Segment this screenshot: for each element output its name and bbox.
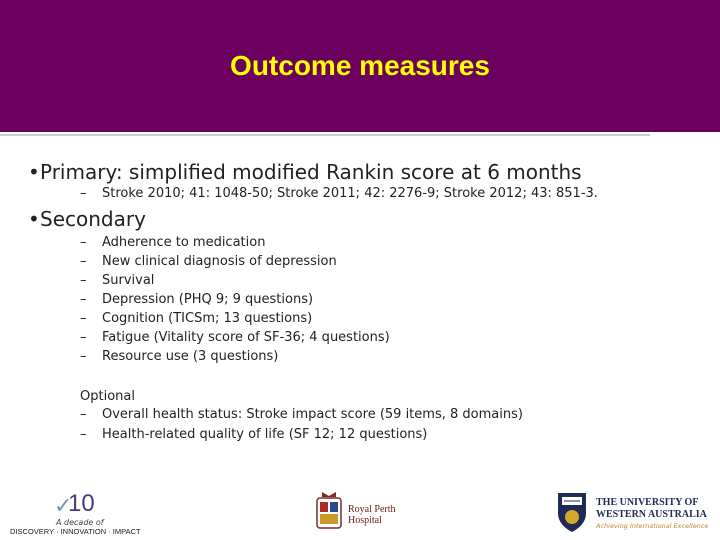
optional-item bbox=[80, 427, 427, 442]
dash-marker: – bbox=[80, 311, 87, 326]
secondary-item-text: Fatigue (Vitality score of SF-36; 4 questions) bbox=[102, 330, 390, 345]
optional-heading: Optional bbox=[80, 389, 135, 404]
footer-logos bbox=[0, 485, 720, 540]
hospital-name-line2: Hospital bbox=[348, 515, 382, 526]
dash-marker: – bbox=[80, 427, 87, 442]
secondary-item-text: Survival bbox=[102, 273, 155, 288]
primary-sub-item bbox=[80, 186, 598, 201]
secondary-item bbox=[80, 292, 313, 307]
royal-perth-hospital-logo bbox=[314, 488, 424, 538]
title-divider bbox=[0, 134, 650, 136]
secondary-item-text: Depression (PHQ 9; 9 questions) bbox=[102, 292, 314, 307]
secondary-item-text: Cognition (TICSm; 13 questions) bbox=[102, 311, 313, 326]
bullet-marker: • bbox=[28, 207, 40, 231]
dash-marker: – bbox=[80, 330, 87, 345]
hospital-name-line1: Royal Perth bbox=[348, 504, 396, 515]
secondary-item bbox=[80, 235, 265, 250]
checkmark-icon: ✓ bbox=[54, 494, 73, 519]
secondary-item-text: New clinical diagnosis of depression bbox=[102, 254, 337, 269]
dash-marker: – bbox=[80, 292, 87, 307]
primary-bullet bbox=[0, 160, 582, 184]
slide-title: Outcome measures bbox=[230, 50, 490, 81]
primary-text: Primary: simplified modified Rankin score at 6 months bbox=[40, 160, 582, 184]
dash-marker: – bbox=[80, 349, 87, 364]
secondary-item bbox=[80, 349, 278, 364]
decade-number: 10 bbox=[68, 490, 95, 517]
dash-marker: – bbox=[80, 273, 87, 288]
secondary-item-text: Adherence to medication bbox=[102, 235, 266, 250]
uwa-name-line2: WESTERN AUSTRALIA bbox=[596, 509, 707, 520]
decade-logo bbox=[10, 490, 141, 540]
university-crest-icon bbox=[556, 491, 588, 533]
dash-marker: – bbox=[80, 407, 87, 422]
decade-subtitle: A decade of bbox=[56, 518, 104, 527]
optional-item bbox=[80, 407, 523, 422]
uwa-name-line1: THE UNIVERSITY OF bbox=[596, 497, 699, 508]
secondary-item bbox=[80, 311, 312, 326]
dash-marker: – bbox=[80, 235, 87, 250]
secondary-item bbox=[80, 330, 390, 345]
secondary-item bbox=[80, 273, 154, 288]
hospital-name bbox=[348, 504, 418, 526]
uwa-motto: Achieving International Excellence bbox=[596, 522, 709, 530]
dash-marker: – bbox=[80, 254, 87, 269]
reference-text: Stroke 2010; 41: 1048-50; Stroke 2011; 42: 2276-9; Stroke 2012; 43: 851-3. bbox=[102, 186, 598, 201]
secondary-item-text: Resource use (3 questions) bbox=[102, 349, 279, 364]
dash-marker: – bbox=[80, 186, 87, 201]
optional-item-text: Overall health status: Stroke impact score (59 items, 8 domains) bbox=[102, 407, 523, 422]
hospital-crest-icon bbox=[314, 490, 344, 532]
secondary-text: Secondary bbox=[40, 207, 146, 231]
optional-item-text: Health-related quality of life (SF 12; 12 questions) bbox=[102, 427, 428, 442]
secondary-item bbox=[80, 254, 337, 269]
uwa-logo bbox=[556, 491, 716, 537]
secondary-bullet bbox=[0, 207, 146, 231]
decade-tagline: DISCOVERY · INNOVATION · IMPACT bbox=[10, 527, 141, 536]
bullet-marker: • bbox=[28, 160, 40, 184]
